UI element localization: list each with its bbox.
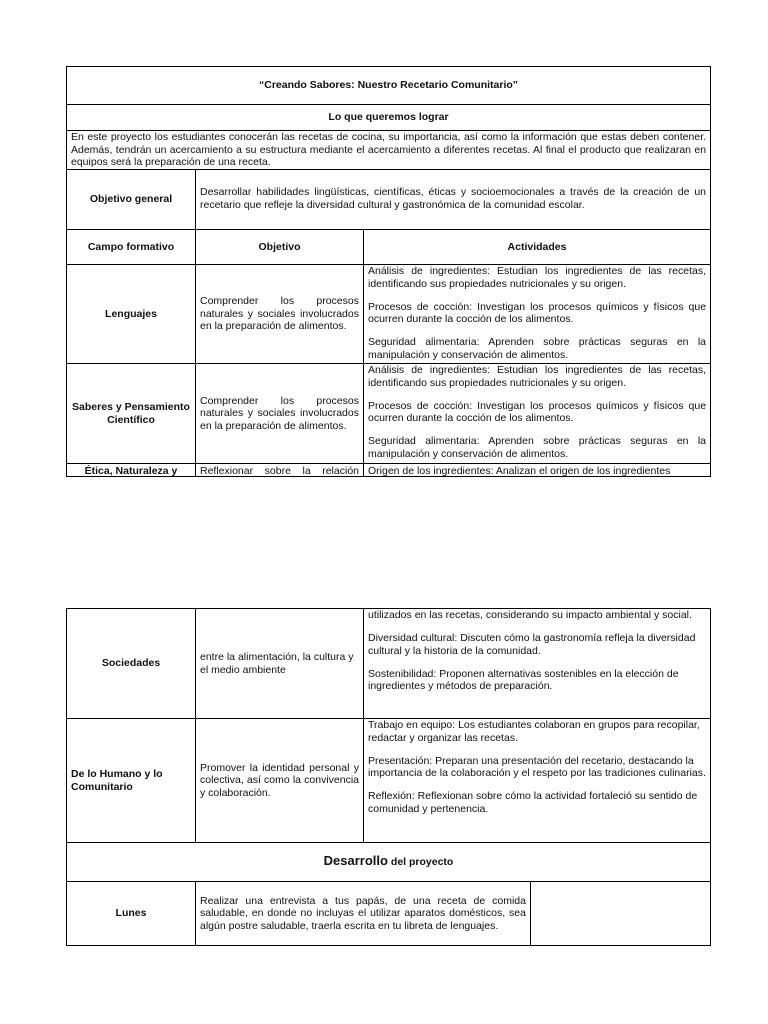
activity-item: Análisis de ingredientes: Estudian los ingredientes de las recetas, identificando sus propiedades nutricionales y su origen. bbox=[368, 364, 707, 389]
table-row bbox=[67, 609, 711, 719]
activity-item: Presentación: Preparan una presentación del recetario, destacando la importancia de la colaboración y el respeto por las tradiciones culinarias. bbox=[368, 754, 706, 779]
notes-cell bbox=[531, 882, 711, 946]
column-header-activities: Actividades bbox=[364, 230, 711, 265]
activity-item: Diversidad cultural: Discuten cómo la gastronomía refleja la diversidad cultural y la historia de la comunidad. bbox=[368, 632, 696, 657]
field-cell: Ética, Naturaleza y bbox=[67, 464, 196, 477]
activity-item: Procesos de cocción: Investigan los procesos químicos y físicos que ocurren durante la cocción de los alimentos. bbox=[368, 300, 707, 325]
field-cell: Saberes y Pensamiento Científico bbox=[67, 364, 196, 464]
column-header-field: Campo formativo bbox=[67, 230, 196, 265]
document-title: “Creando Sabores: Nuestro Recetario Comunitario” bbox=[67, 67, 711, 105]
general-objective-text: Desarrollar habilidades lingüísticas, científicas, éticas y socioemocionales a través de la creación de un recetario que refleje la diversidad cultural y gastronómica de la comunidad escolar. bbox=[196, 170, 711, 230]
column-header-objective: Objetivo bbox=[196, 230, 364, 265]
development-heading bbox=[67, 843, 711, 882]
activity-item: Seguridad alimentaria: Aprenden sobre prácticas seguras en la manipulación y conservación de alimentos. bbox=[368, 435, 707, 460]
table-row bbox=[67, 364, 711, 464]
activities-cell bbox=[364, 719, 711, 843]
activity-item: Análisis de ingredientes: Estudian los ingredientes de las recetas, identificando sus propiedades nutricionales y su origen. bbox=[368, 265, 707, 290]
table-row bbox=[67, 882, 711, 946]
day-cell: Lunes bbox=[67, 882, 196, 946]
activity-item: Reflexión: Reflexionan sobre cómo la actividad fortaleció su sentido de comunidad y pertenencia. bbox=[368, 790, 698, 815]
objective-cell: entre la alimentación, la cultura y el medio ambiente bbox=[196, 609, 364, 719]
goals-heading: Lo que queremos lograr bbox=[67, 105, 711, 131]
activity-item: Seguridad alimentaria: Aprenden sobre prácticas seguras en la manipulación y conservación de alimentos. bbox=[368, 336, 707, 361]
table-row bbox=[67, 719, 711, 843]
field-cell: Sociedades bbox=[67, 609, 196, 719]
field-cell: De lo Humano y lo Comunitario bbox=[67, 719, 196, 843]
table-row-split bbox=[67, 464, 711, 477]
activity-item: utilizados en las recetas, considerando su impacto ambiental y social. bbox=[368, 609, 692, 621]
table-row bbox=[67, 265, 711, 364]
objective-cell: Comprender los procesos naturales y sociales involucrados en la preparación de alimentos. bbox=[196, 364, 364, 464]
development-heading-main: Desarrollo bbox=[323, 853, 388, 869]
activities-cell bbox=[364, 265, 711, 364]
activity-item: Trabajo en equipo: Los estudiantes colaboran en grupos para recopilar, redactar y organizar las recetas. bbox=[368, 719, 700, 744]
activities-cell bbox=[364, 609, 711, 719]
activities-cell bbox=[364, 364, 711, 464]
general-objective-label: Objetivo general bbox=[67, 170, 196, 230]
objective-cell: Reflexionar sobre la relación bbox=[196, 464, 364, 477]
activity-item: Sostenibilidad: Proponen alternativas sostenibles en la elección de ingredientes y métodos de preparación. bbox=[368, 667, 679, 692]
intro-paragraph: En este proyecto los estudiantes conocerán las recetas de cocina, su importancia, así como la información que estas deben contener. Además, tendrán un acercamiento a su estructura mediante el acercamiento a diferentes recetas. Al final el producto que realizaran en equipos será la preparación de una receta. bbox=[67, 131, 711, 170]
objective-cell: Promover la identidad personal y colectiva, así como la convivencia y colaboración. bbox=[196, 719, 364, 843]
planning-table-page-1 bbox=[66, 66, 711, 477]
activities-cell: Origen de los ingredientes: Analizan el origen de los ingredientes bbox=[364, 464, 711, 477]
planning-table-page-2 bbox=[66, 608, 711, 946]
activity-item: Procesos de cocción: Investigan los procesos químicos y físicos que ocurren durante la cocción de los alimentos. bbox=[368, 399, 707, 424]
field-cell: Lenguajes bbox=[67, 265, 196, 364]
development-heading-sub: del proyecto bbox=[390, 856, 454, 869]
task-cell: Realizar una entrevista a tus papás, de una receta de comida saludable, en donde no incluyas el utilizar aparatos domésticos, sea algún postre saludable, traerla escrita en tu libreta de lenguajes. bbox=[196, 882, 531, 946]
objective-cell: Comprender los procesos naturales y sociales involucrados en la preparación de alimentos. bbox=[196, 265, 364, 364]
